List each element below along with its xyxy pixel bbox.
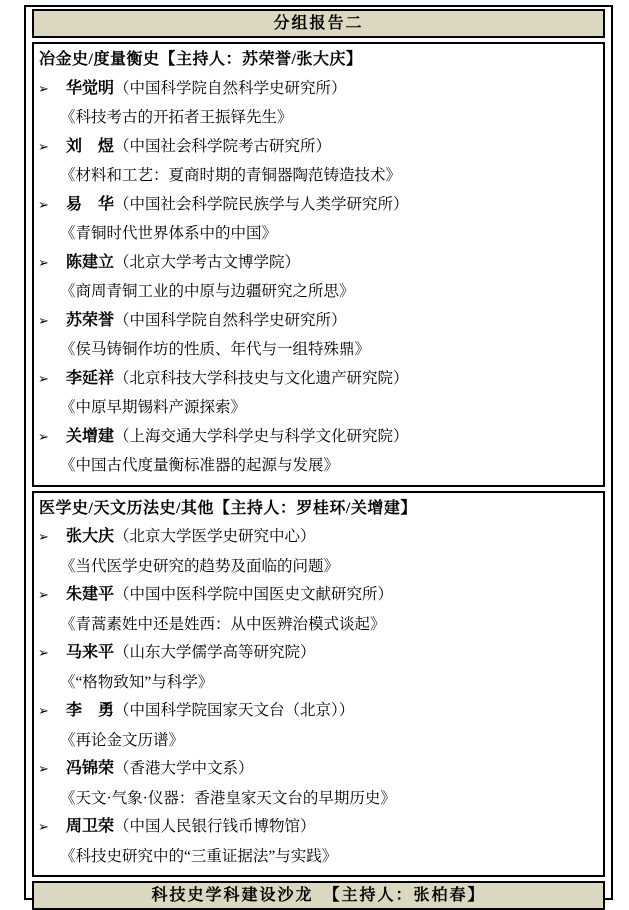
session-box — [32, 42, 605, 487]
talk-title: 《中原早期锡料产源探索》 — [60, 399, 247, 416]
speaker-line — [36, 423, 601, 453]
speaker-name: 李延祥 — [66, 369, 115, 387]
speaker-affiliation: （中国社会科学院考古研究所） — [114, 137, 332, 155]
speaker-affiliation: （香港大学中文系） — [114, 760, 254, 777]
talk-title: 《材料和工艺：夏商时期的青铜器陶范铸造技术》 — [60, 167, 402, 184]
speaker-line — [36, 523, 601, 553]
speaker-name: 刘 煜 — [66, 137, 115, 155]
arrow-bullet-icon: ➢ — [38, 704, 49, 719]
speaker-line — [36, 813, 601, 843]
session-header: 医学史/天文历法史/其他【主持人：罗桂环/关增建】 — [39, 499, 417, 517]
arrow-bullet-icon: ➢ — [38, 197, 49, 213]
speaker-affiliation: （中国科学院自然科学史研究所） — [114, 79, 347, 97]
talk-title: 《商周青铜工业的中原与边疆研究之所思》 — [60, 283, 355, 300]
talk-title: 《再论金文历谱》 — [60, 731, 185, 749]
arrow-bullet-icon: ➢ — [38, 588, 49, 603]
speaker-name: 马来平 — [66, 644, 115, 661]
speaker-line — [36, 249, 601, 279]
talk-title: 《青蒿素姓中还是姓西：从中医辨治模式谈起》 — [60, 615, 386, 633]
speaker-affiliation: （北京大学考古文博学院） — [114, 253, 301, 271]
speaker-line — [36, 581, 601, 611]
speaker-name: 李 勇 — [66, 702, 115, 719]
speaker-line — [36, 133, 601, 163]
talk-title: 《当代医学史研究的趋势及面临的问题》 — [60, 557, 340, 575]
speaker-name: 易 华 — [66, 195, 115, 213]
talk-title: 《“格物致知”与科学》 — [60, 673, 214, 691]
speaker-name: 张大庆 — [66, 528, 115, 545]
arrow-bullet-icon: ➢ — [38, 429, 49, 445]
speaker-affiliation: （北京大学医学史研究中心） — [114, 528, 316, 545]
arrow-bullet-icon: ➢ — [38, 646, 49, 661]
speaker-affiliation: （中国中医科学院中国医史文献研究所） — [114, 586, 394, 603]
talk-title: 《科技考古的开拓者王振铎先生》 — [60, 109, 293, 126]
session-header: 冶金史/度量衡史【主持人：苏荣誉/张大庆】 — [39, 51, 363, 68]
speaker-line — [36, 639, 601, 669]
speaker-affiliation: （中国科学院自然科学史研究所） — [114, 311, 347, 329]
talk-title: 《天文·气象·仪器：香港皇家天文台的早期历史》 — [60, 789, 396, 807]
session-box — [32, 491, 605, 878]
speaker-affiliation: （北京科技大学科技史与文化遗产研究院） — [114, 369, 409, 387]
arrow-bullet-icon: ➢ — [38, 820, 49, 835]
speaker-affiliation: （山东大学儒学高等研究院） — [114, 644, 316, 661]
arrow-bullet-icon: ➢ — [38, 255, 49, 271]
speaker-affiliation: （上海交通大学科学史与科学文化研究院） — [114, 427, 409, 445]
talk-title: 《中国古代度量衡标准器的起源与发展》 — [60, 457, 340, 474]
speaker-line — [36, 307, 601, 337]
speaker-line — [36, 75, 601, 105]
arrow-bullet-icon: ➢ — [38, 762, 49, 777]
sessions-container — [32, 42, 605, 877]
speaker-name: 朱建平 — [66, 586, 115, 603]
arrow-bullet-icon: ➢ — [38, 371, 49, 387]
speaker-name: 冯锦荣 — [66, 760, 115, 777]
speaker-name: 苏荣誉 — [66, 311, 115, 329]
footer-session-banner: 科技史学科建设沙龙 【主持人：张柏春】 — [32, 881, 605, 910]
speaker-line — [36, 365, 601, 395]
speaker-line — [36, 191, 601, 221]
speaker-name: 关增建 — [66, 427, 115, 445]
talk-title: 《侯马铸铜作坊的性质、年代与一组特殊鼎》 — [60, 341, 371, 358]
speaker-name: 周卫荣 — [66, 818, 115, 835]
talk-title: 《科技史研究中的“三重证据法”与实践》 — [60, 847, 338, 865]
speaker-line — [36, 755, 601, 785]
speaker-name: 陈建立 — [66, 253, 115, 271]
speaker-line — [36, 697, 601, 727]
speaker-name: 华觉明 — [66, 79, 115, 97]
speaker-affiliation: （中国人民银行钱币博物馆） — [114, 818, 316, 835]
arrow-bullet-icon: ➢ — [38, 530, 49, 545]
page-title: 分组报告二 — [32, 9, 605, 38]
arrow-bullet-icon: ➢ — [38, 313, 49, 329]
report-frame — [24, 5, 613, 904]
arrow-bullet-icon: ➢ — [38, 81, 49, 97]
speaker-affiliation: （中国社会科学院民族学与人类学研究所） — [114, 195, 409, 213]
arrow-bullet-icon: ➢ — [38, 139, 49, 155]
speaker-affiliation: （中国科学院国家天文台（北京）） — [114, 702, 355, 719]
talk-title: 《青铜时代世界体系中的中国》 — [60, 225, 278, 242]
